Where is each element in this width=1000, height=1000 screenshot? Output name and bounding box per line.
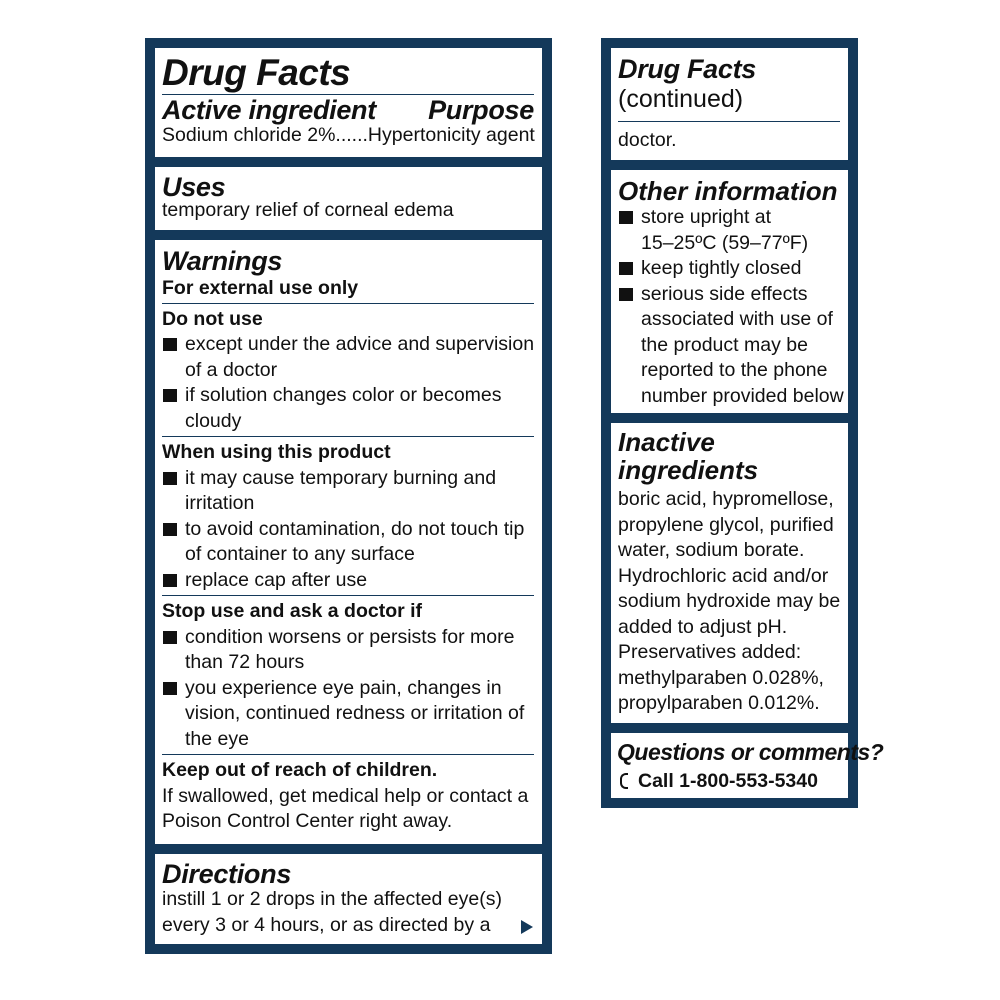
- questions-section: [611, 733, 884, 798]
- bullet-line: replace cap after use: [185, 568, 368, 591]
- bullet-line: condition worsens or persists for more: [185, 625, 515, 648]
- bullet-line: the eye: [185, 727, 249, 750]
- phone-icon: [620, 773, 628, 789]
- bullet-line: 15–25ºC (59–77ºF): [641, 231, 809, 254]
- bullet-line: reported to the phone: [641, 359, 828, 381]
- inactive-line: propylene glycol, purified: [618, 513, 834, 536]
- bullet-square-icon: [163, 472, 177, 485]
- bullet-line: serious side effects: [641, 282, 808, 305]
- bullet-line: you experience eye pain, changes in: [185, 676, 502, 699]
- bullet-item: [618, 282, 844, 410]
- directions-heading: Directions: [162, 859, 292, 889]
- inactive-ingredients-section: [611, 423, 848, 723]
- bullet-line: the product may be: [641, 333, 808, 356]
- bullet-square-icon: [163, 574, 177, 587]
- bullet-item: [162, 332, 534, 383]
- uses-text: temporary relief of corneal edema: [162, 199, 454, 221]
- drug-facts-title-continued: Drug Facts: [618, 54, 757, 84]
- uses-section: [155, 167, 542, 230]
- directions-line: every 3 or 4 hours, or as directed by a: [162, 913, 491, 936]
- active-ingredient-section: [155, 48, 542, 157]
- warnings-section: [155, 240, 542, 844]
- bullet-square-icon: [163, 338, 177, 351]
- bullet-item: [162, 625, 534, 676]
- inactive-line: sodium hydroxide may be: [618, 590, 841, 612]
- other-information-heading: Other information: [618, 176, 838, 206]
- bullet-line: of container to any surface: [185, 543, 415, 565]
- continued-header-section: [611, 48, 848, 160]
- continue-arrow-icon: [521, 920, 533, 934]
- other-information-section: [611, 170, 848, 413]
- keep-out-line: Poison Control Center right away.: [162, 810, 453, 832]
- bullet-line: associated with use of: [641, 308, 833, 330]
- active-ingredient-heading: Active ingredient: [162, 95, 376, 125]
- uses-heading: Uses: [162, 172, 226, 202]
- bullet-line: if solution changes color or becomes: [185, 384, 502, 406]
- active-ingredient-header-row: [162, 96, 534, 125]
- inactive-line: Hydrochloric acid and/or: [618, 564, 829, 587]
- continued-subtitle: (continued): [618, 85, 744, 113]
- bullet-line: store upright at: [641, 206, 772, 228]
- phone-number[interactable]: Call 1-800-553-5340: [638, 770, 818, 792]
- inactive-line: propylparaben 0.012%.: [618, 692, 820, 714]
- divider: [162, 303, 534, 304]
- drug-facts-panel-right: [601, 38, 884, 808]
- questions-heading: Questions or comments?: [617, 739, 884, 765]
- keep-out-heading: Keep out of reach of children.: [162, 759, 438, 781]
- bullet-item: [618, 205, 840, 256]
- bullet-square-icon: [163, 389, 177, 402]
- divider: [162, 595, 534, 596]
- bullet-square-icon: [619, 262, 633, 275]
- inactive-line: Preservatives added:: [618, 641, 802, 663]
- bullet-item: [618, 256, 840, 282]
- inactive-line: methylparaben 0.028%,: [618, 666, 824, 689]
- warnings-heading: Warnings: [162, 246, 283, 276]
- drug-facts-title: Drug Facts: [162, 52, 351, 93]
- active-ingredient-line: Sodium chloride 2%......Hypertonicity agent: [162, 124, 535, 146]
- bullet-square-icon: [619, 211, 633, 224]
- directions-section: [155, 854, 542, 944]
- bullet-item: [162, 676, 534, 753]
- bullet-line: cloudy: [185, 409, 242, 432]
- stop-use-heading: Stop use and ask a doctor if: [162, 600, 423, 622]
- bullet-item: [162, 383, 534, 434]
- bullet-line: keep tightly closed: [641, 257, 802, 279]
- bullet-line: to avoid contamination, do not touch tip: [185, 517, 525, 540]
- inactive-line: water, sodium borate.: [618, 539, 805, 561]
- keep-out-line: If swallowed, get medical help or contact a: [162, 784, 529, 807]
- bullet-line: than 72 hours: [185, 651, 305, 673]
- bullet-line: irritation: [185, 492, 255, 514]
- when-using-heading: When using this product: [162, 441, 391, 463]
- bullet-item: [162, 568, 534, 594]
- purpose-heading: Purpose: [428, 95, 534, 125]
- divider: [162, 754, 534, 755]
- continued-text: doctor.: [618, 129, 677, 151]
- bullet-square-icon: [163, 523, 177, 536]
- drug-facts-panel-left: [145, 38, 552, 954]
- do-not-use-heading: Do not use: [162, 307, 263, 330]
- inactive-ingredients-heading: ingredients: [618, 455, 759, 485]
- phone-row: [617, 769, 840, 795]
- bullet-square-icon: [163, 631, 177, 644]
- bullet-item: [162, 517, 534, 568]
- bullet-line: except under the advice and supervision: [185, 333, 535, 355]
- bullet-line: number provided below: [641, 384, 844, 407]
- inactive-line: added to adjust pH.: [618, 615, 788, 638]
- divider: [618, 121, 840, 122]
- bullet-square-icon: [619, 288, 633, 301]
- external-use-only: For external use only: [162, 277, 359, 299]
- divider: [162, 436, 534, 437]
- directions-line: instill 1 or 2 drops in the affected eye(s): [162, 888, 502, 910]
- bullet-item: [162, 466, 534, 517]
- bullet-line: it may cause temporary burning and: [185, 466, 497, 489]
- inactive-line: boric acid, hypromellose,: [618, 488, 834, 510]
- bullet-square-icon: [163, 682, 177, 695]
- bullet-line: of a doctor: [185, 358, 278, 381]
- inactive-ingredients-heading: Inactive: [618, 427, 715, 457]
- bullet-line: vision, continued redness or irritation of: [185, 702, 525, 724]
